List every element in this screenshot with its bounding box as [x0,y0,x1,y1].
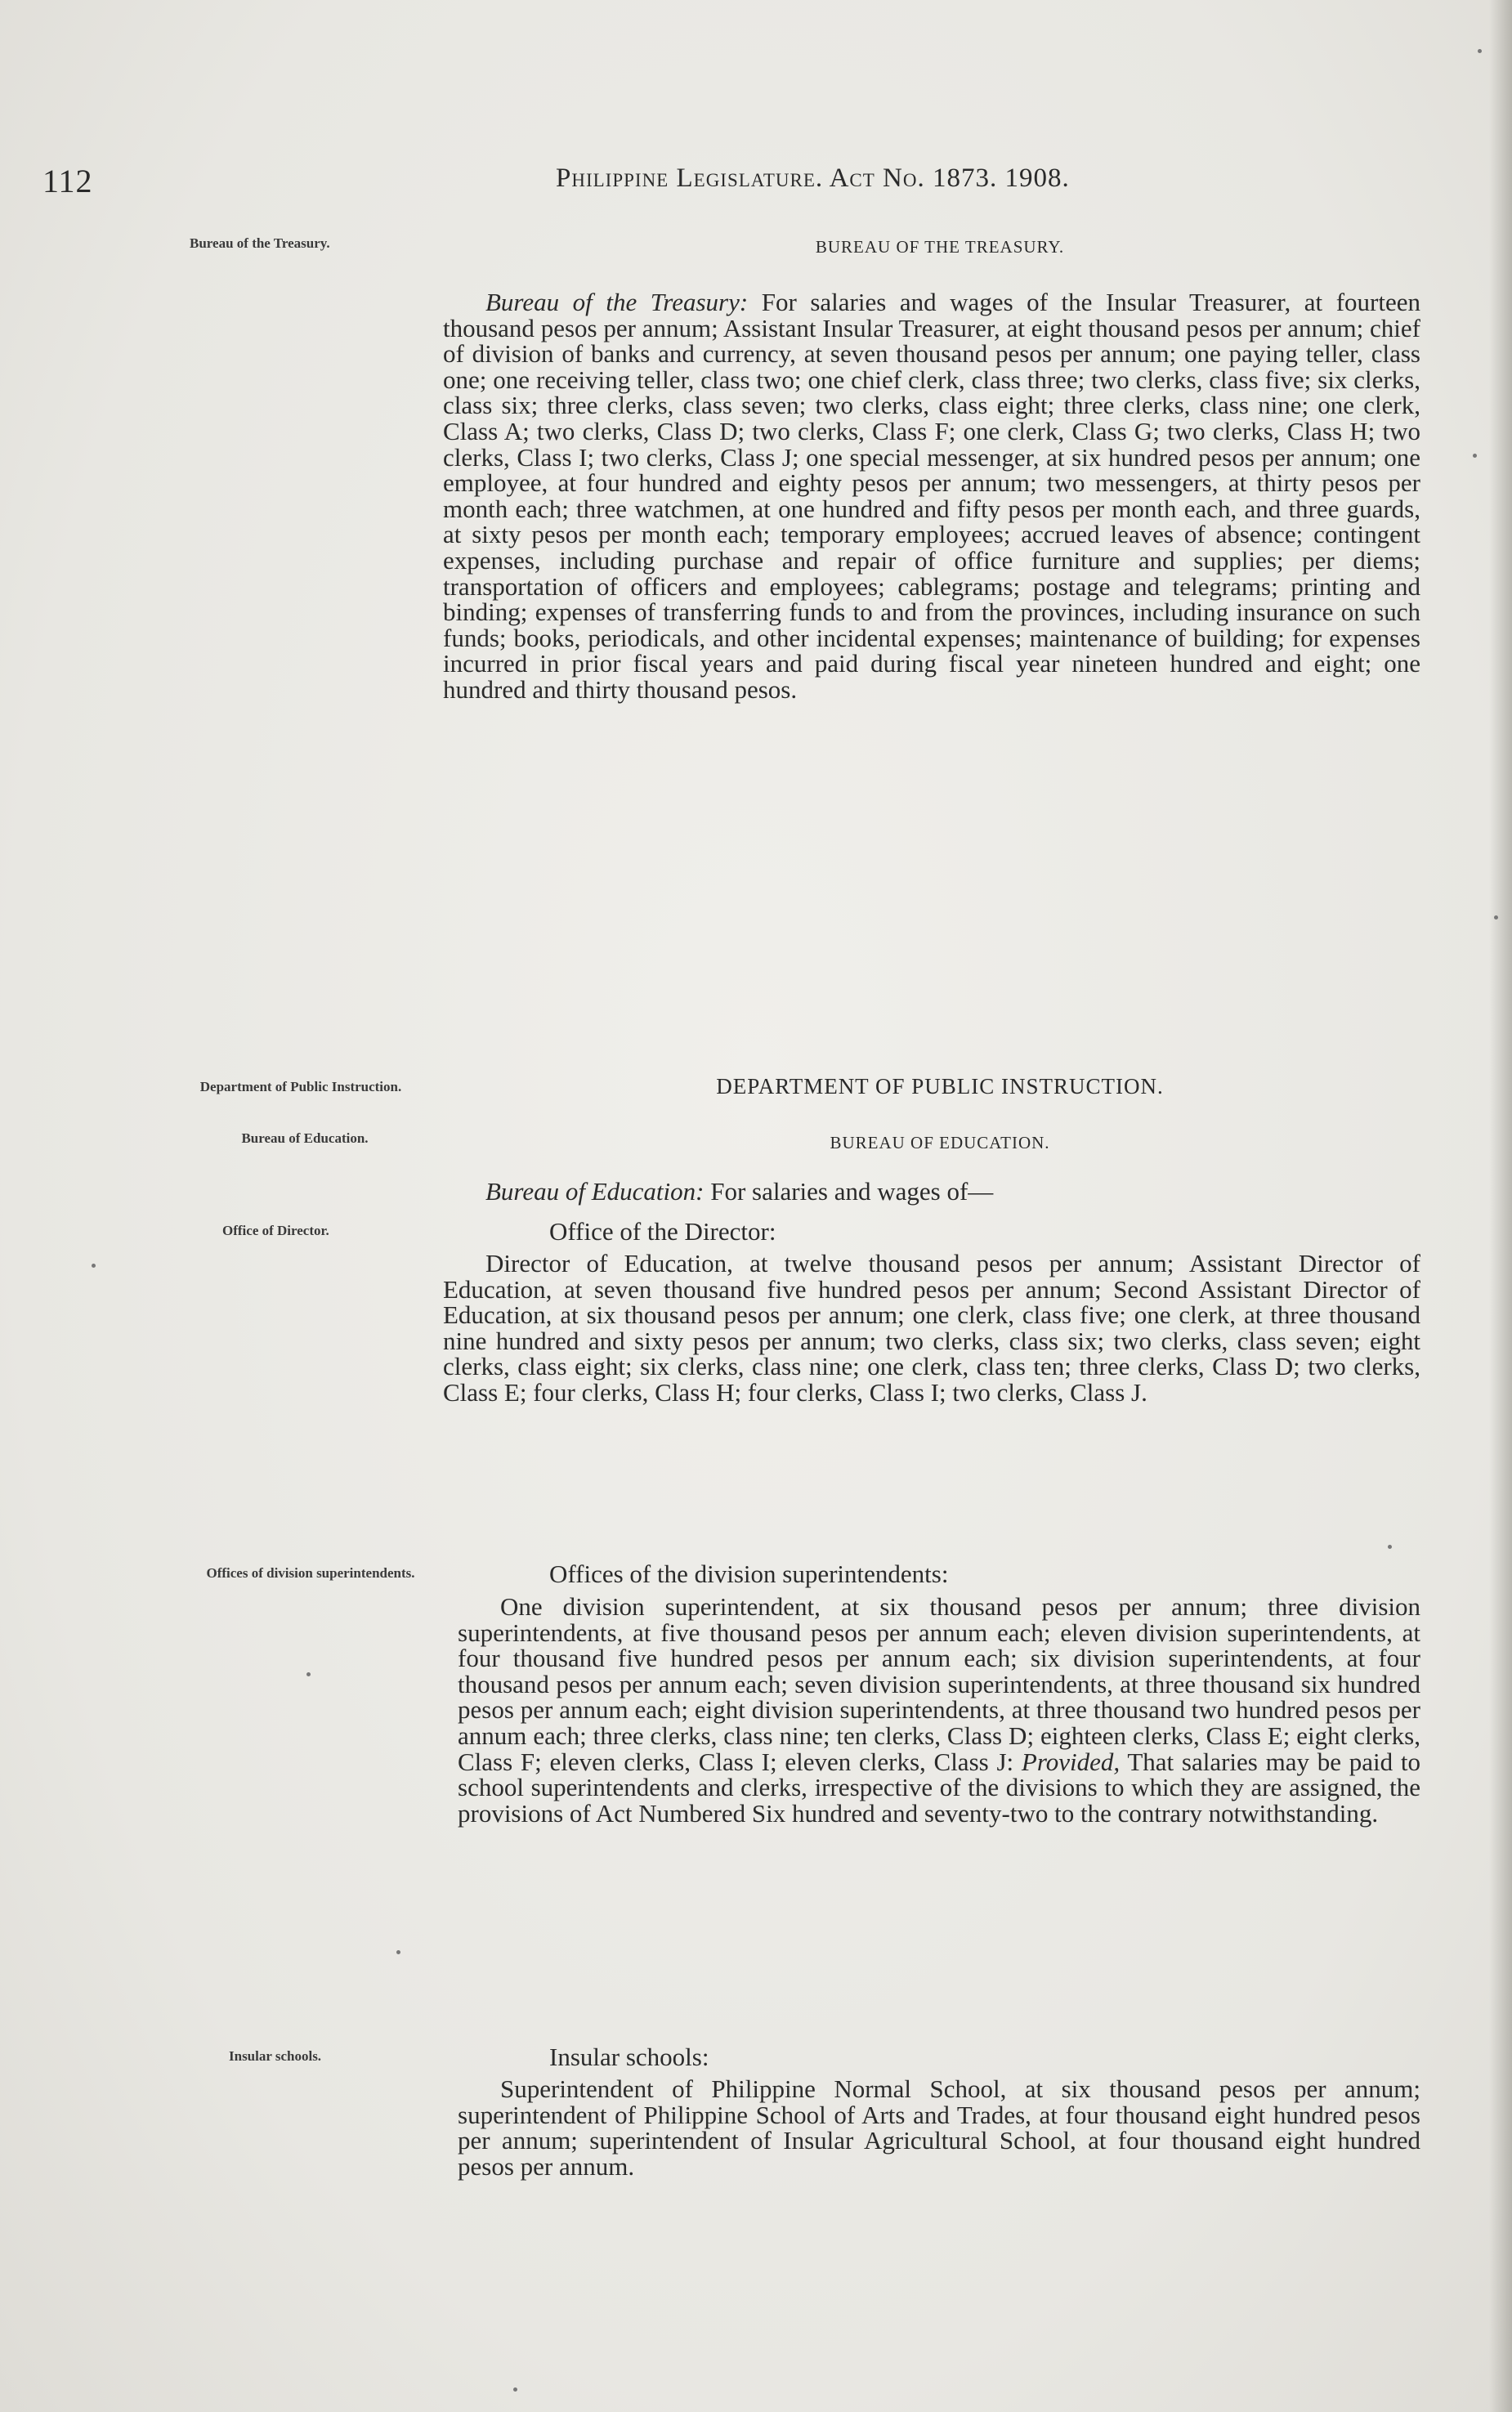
scan-speck [1494,915,1498,920]
scan-speck [1388,1545,1392,1549]
margin-note-office-director: Office of Director. [222,1223,329,1238]
margin-note-bureau-education: Bureau of Education. [241,1130,369,1146]
label-division-superintendents: Offices of the division superintendents: [549,1560,949,1588]
division-provided: Provided, [1021,1747,1121,1776]
scan-speck [306,1672,311,1676]
education-lead: Bureau of Education: [485,1177,705,1206]
paragraph-education-lead [485,1179,1417,1205]
page-number: 112 [42,163,93,199]
paragraph-treasury [443,289,1420,703]
paragraph-insular-schools: Superintendent of Philippine Normal School, at six thousand pesos per annum; superintendent of Philippine School of Arts and Trades, at four thousand eight hundred pesos per annum; superintendent of Insular Agricultural School, at four thousand eight hundred pesos per annum. [458,2074,1420,2181]
page-edge-shadow [1489,0,1512,2412]
treasury-lead: Bureau of the Treasury: [485,288,749,316]
scan-speck [513,2387,517,2392]
heading-bureau-treasury: BUREAU OF THE TREASURY. [815,237,1065,257]
heading-department-public-instruction: DEPARTMENT OF PUBLIC INSTRUCTION. [716,1074,1164,1099]
paragraph-office-director: Director of Education, at twelve thousand pesos per annum; Assistant Director of Education, at seven thousand five hundred pesos per annum; Second Assistant Director of Education, at six thousand pesos per annum; one clerk, class five; one clerk, at three thousand nine hundred and sixty pesos per annum; two clerks, class six; two clerks, class seven; eight clerks, class eight; six clerks, class nine; one clerk, class ten; three clerks, Class D; two clerks, Class E; four clerks, Class H; four clerks, Class I; two clerks, Class J. [443,1249,1420,1407]
scan-speck [1473,454,1477,458]
scan-speck [92,1264,96,1268]
margin-note-public-instruction: Department of Public Instruction. [199,1079,402,1094]
heading-bureau-education: BUREAU OF EDUCATION. [830,1133,1050,1152]
scan-speck [396,1950,400,1954]
running-title: Philippine Legislature. Act No. 1873. 1908. [556,163,1070,193]
education-lead-rest: For salaries and wages of— [704,1177,994,1206]
treasury-text: For salaries and wages of the Insular Treasurer, at fourteen thousand pesos per annum; Assistant Insular Treasurer, at eight thousand pesos per annum; chief of division of banks and currency, at seven thousand pesos per annum; one paying teller, class one; one receiving teller, class two; one chief clerk, class three; two clerks, class five; six clerks, class six; three clerks, class seven; two clerks, class eight; three clerks, class nine; one clerk, Class A; two clerks, Class D; two clerks, Class F; one clerk, Class G; two clerks, Class H; two clerks, Class I; two clerks, Class J; one special messenger, at six hundred pesos per annum; one employee, at four hundred and eighty pesos per annum; two messengers, at thirty pesos per month each; three watchmen, at one hundred and fifty pesos per month each, and three guards, at sixty pesos per month each; temporary employees; accrued leaves of absence; contingent expenses, including purchase and repair of office furniture and supplies; per diems; transportation of officers and employees; cablegrams; postage and telegrams; printing and binding; expenses of transferring funds to and from the provinces, including insurance on such funds; books, periodicals, and other incidental expenses; maintenance of building; for expenses incurred in prior fiscal years and paid during fiscal year nineteen hundred and eight; one hundred and thirty thousand pesos. [443,288,1420,704]
running-head [42,162,1317,203]
margin-note-insular-schools: Insular schools. [229,2048,322,2064]
margin-note-division-superintendents: Offices of division superintendents. [206,1565,415,1581]
paragraph-division-superintendents [458,1594,1420,1826]
scan-speck [1478,49,1482,53]
margin-note-treasury: Bureau of the Treasury. [190,235,330,251]
label-insular-schools: Insular schools: [549,2043,709,2071]
division-text: One division superintendent, at six thousand pesos per annum; three division superintendents, at five thousand pesos per annum each; eleven division superintendents, at four thousand five hundred pesos per annum each; six division superintendents, at four thousand pesos per annum each; seven division superintendents, at three thousand six hundred pesos per annum each; eight division superintendents, at three thousand two hundred pesos per annum each; three clerks, class nine; ten clerks, Class D; eighteen clerks, Class E; eight clerks, Class F; eleven clerks, Class I; eleven clerks, Class J: [458,1592,1420,1776]
label-office-director: Office of the Director: [549,1217,776,1246]
division-text-continued: That salaries may be paid to school superintendents and clerks, irrespective of the divisions to which they are assigned, the provisions of Act Numbered Six hundred and seventy-two to the contrary notwithstanding. [458,1747,1421,1828]
